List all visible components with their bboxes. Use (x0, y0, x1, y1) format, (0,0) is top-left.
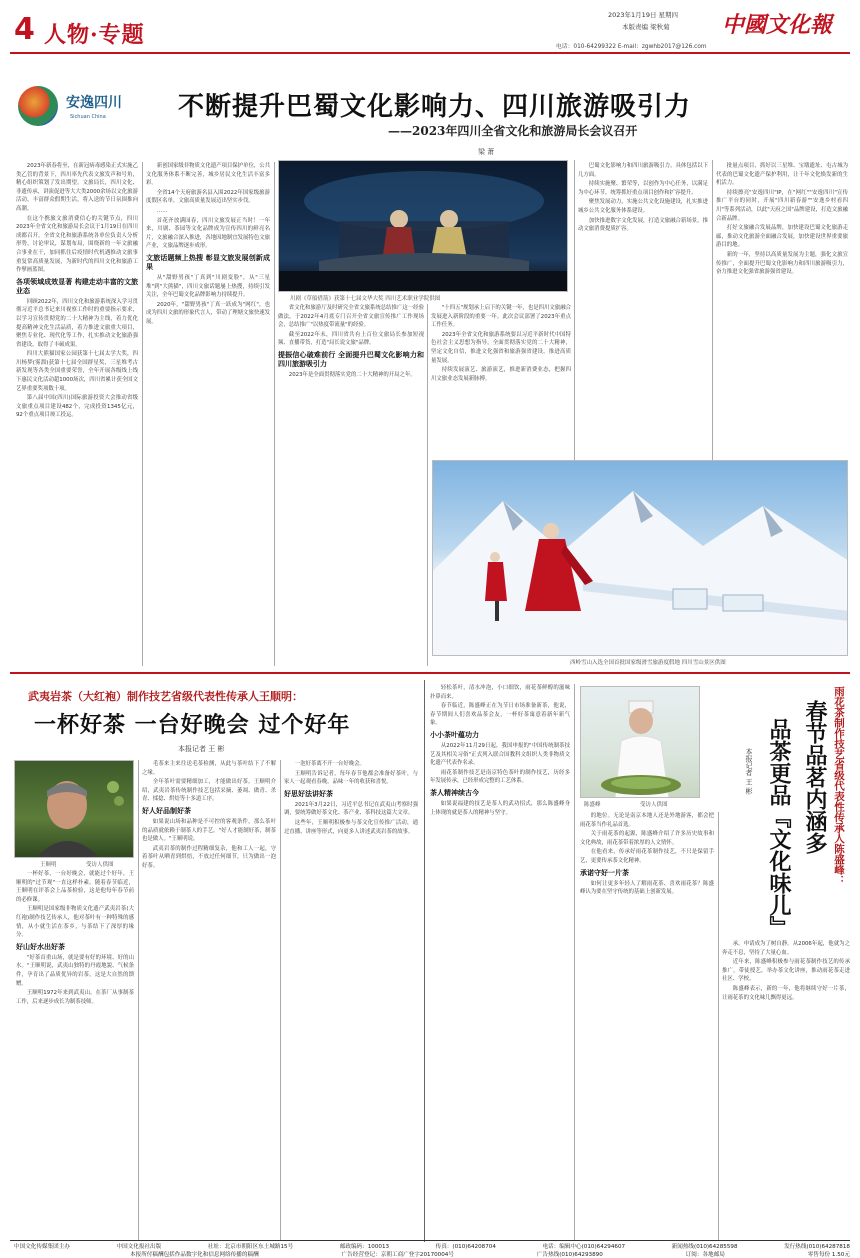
ski-resort-photo (432, 460, 848, 656)
lead-col-1 (16, 162, 138, 666)
feature-right-col3-para: 陈盛峰表示，新的一年，他将继续守好一片茶，让雨花茶的文化味儿飘得更远。 (722, 985, 850, 1001)
feature-left-col3-para: 2021年3月22日，习近平总书记在武夷山考察时强调，要统筹做好茶文化、茶产业、茶科技这篇大文章。 (284, 801, 418, 817)
feature-left-col2-para: 毛茶来主来往送毛茶检测，从此与茶叶结下了不解之缘。 (142, 761, 276, 776)
column-rule (142, 162, 143, 666)
feature-right-col3-para: 承。申请成为了树自静。从2006年起，他就为之奔走不息，坚持了大量心血。 (722, 941, 850, 956)
lead-col3-para: 2023年是全面贯彻落实党的二十大精神的开局之年。 (288, 371, 416, 378)
footer-item: 邮政编码：100013 (339, 1244, 390, 1250)
wang-shunming-photo (14, 760, 134, 858)
feature-right-headline-2: 品茶更品『文化味儿』 (766, 718, 792, 938)
lead-col6-para: 批量点项目，抓好以三星堆、宝墩遗址、屯古城为代表的巴蜀文化遗产保护利用，让千年文化焕发新的生机活力。 (716, 163, 848, 187)
column-rule (280, 760, 281, 1240)
column-rule (712, 160, 713, 460)
footer-item: 传真：(010)64208704 (435, 1244, 496, 1250)
feature-right-subheading-1: 小小茶叶蕴功力 (430, 730, 479, 739)
feature-right-col1-para: 春节临近，陈盛峰正在为节日市场准备新茶，他说，春节期间人们喜欢品茶会友，一杯好茶寓意着新年新气象。 (430, 703, 570, 727)
lead-col3-para: 截至2022年末，四川省共有上百位文旅局长参加短视频、直播带货，打造"局长说文旅"品牌。 (278, 331, 424, 347)
lead-col6-para: 持续擦亮"安逸四川"IP，在"网红""安逸四川"宣传推广平台的同时，开展"四川新春游""安逸乡村看四川"等系列活动，以此"天府之国"品牌建设，打造文旅融合新品牌。 (716, 189, 848, 222)
feature-left-byline: 本报记者 王 彬 (178, 745, 225, 753)
column-rule (274, 162, 275, 666)
lead-col5-para: 巴蜀文化影响力和四川旅游吸引力，具体包括以下几方面。 (578, 163, 708, 178)
column-rule (574, 684, 575, 1240)
masthead-rule (10, 52, 850, 54)
lead-col1-para: 在这个携旅文旅消费信心的关键节点，四川2023年全省文化和旅游局长会议于1月19日在四川成都召开。全省文化和旅游系统各单位负责人分析形势，讨论审议，谋划布局，围绕新的一年文旅融合事业在干，加同抓住后疫情时代机遇推动文旅事重复常高质量发展，为新时代的四川文化和旅游工作擘画蓝图。 (16, 215, 138, 274)
column-rule (138, 760, 139, 1240)
feature-left-col1-para: 王顺明1972年来到武夷山，在茶厂从事制茶工作，后来逐步成长为制茶技师。 (16, 990, 134, 1005)
wang-photo-caption-credit: 受访人供图 (86, 862, 114, 868)
column-rule (427, 304, 428, 666)
feature-left-col2-para: 全年茶叶需要精细加工，才能做出好茶。王顺明介绍，武夷岩茶传统制作技艺包括采摘、萎凋、做青、杀青、揉捻、烘焙等十多道工序。 (142, 779, 276, 803)
footer-item: 社址：北京市朝阳区东土城路15号 (207, 1244, 294, 1250)
logo-subtext: Sichuan China (70, 114, 106, 120)
feature-right-headline-1: 春节品茗内涵多 (802, 700, 828, 854)
lead-col1-para: 回顾2022年，四川文化和旅游系统深入学习贯彻习近平总书记来川视察工作时的重要指示要求，以学习宣传贯彻党的二十大精神为主线，着力优化提高精神文化生活品质，着力推进文旅重大项目，聚焦专业化、现代化等工作，扎实推动文化旅游强省建设，取得了丰硕成果。 (16, 298, 138, 348)
portrait-illustration (15, 761, 134, 858)
lead-col2-para: 从"甜野男孩"丁真到"川剧变脸"，从"三星堆"到"大熊猫"，四川文旅话题屡上热搜，持续引发关注，全年巴蜀文化品牌影响力持续提升。 (146, 274, 270, 299)
page-number: 4 (14, 12, 35, 47)
feature-left-col2-para: 如果说山场和品种是不可控的客观条件，那么茶叶的品质就依赖于制茶人的手艺。"好人才能制好茶，制茶也是做人。"王顺明说。 (142, 818, 276, 843)
feature-right-col2-para: 如何让更多年轻人了解雨花茶、喜欢雨花茶？陈盛峰认为要在坚守传统的基础上创新发展。 (580, 880, 714, 896)
feature-left-col3-para: 王顺明告诉记者，每年春节他都会准备好茶叶，与家人一起观看春晚，品味一年的收获和喜悦。 (284, 770, 418, 786)
footer-item: 中国文化报社出版 (116, 1244, 162, 1250)
feature-left-col1-para: 王顺明是国家级非物质文化遗产武夷岩茶(大红袍)制作技艺传承人，他对茶叶有一种特殊的感情，从小就生活在茶乡，与茶结下了深厚的缘分。 (16, 906, 134, 939)
feature-right-col1-para: 雨花茶制作技艺是南京特色茶叶的制作技艺，历经多年发展传承，已经形成完整的工艺体系。 (430, 769, 570, 785)
lead-subheading-3: 提振信心破难前行 全面提升巴蜀文化影响力和四川旅游吸引力 (278, 350, 424, 368)
lead-col1-para: 四川大熊猫国家公园获第十七届太学大奖，四川杨梦(雾溜)获第十七届全国群星奖，三星堆考古新发现等各类全国重要荣誉，全年开展各级线上线下惠民文化活动超1000场次，四川省累计获全国文艺界重要奖项数十项。 (16, 351, 138, 392)
lead-col2-para: …… (156, 207, 168, 214)
date-line: 2023年1月19日 星期四 (608, 11, 679, 19)
lead-col1-para: 第八届中国(四川)国际旅游投资大会推动省级文旅重点项目建设482个，完成投资1345亿元，92个重点项目竣工投运。 (16, 395, 138, 419)
feature-right-subheading-2: 茶人精神续古今 (430, 788, 479, 797)
lead-col6-para: 新的一年，坚持以高质量发展为主题，强化文旅宣传推广，全面提升巴蜀文化影响力和四川旅游吸引力，奋力推进文化强省旅游强省建设。 (716, 251, 848, 276)
logo-text: 安逸四川 (66, 95, 122, 111)
ski-scene-illustration (433, 461, 848, 656)
opera-photo-caption: 川剧《草船借箭》获第十七届文华大奖 四川艺术职业学院供图 (290, 296, 441, 302)
section-title: 人物·专题 (44, 22, 145, 48)
feature-left-col-3 (284, 760, 418, 1240)
masthead (0, 0, 860, 62)
lead-logo (18, 86, 58, 126)
feature-left-subheading-3: 好思好法讲好茶 (284, 789, 333, 798)
lead-col6-para: 打好文旅融合发展品牌，加快建设巴蜀文化旅游走廊，推动文化旅游全面融合发展，加快建设世界重要旅游目的地。 (716, 225, 848, 249)
feature-right-col2-para: 在他看来，传承好雨花茶制作技艺，不只是保留手艺，更要传承茶文化精神。 (580, 849, 714, 864)
lead-col-6 (716, 162, 848, 458)
feature-right-col2-para: 关于雨花茶的起源，陈盛峰介绍了许多历史故事和文化典故，雨花茶带着浓厚的人文情怀。 (580, 831, 714, 846)
feature-right-kicker: 雨花茶制作技艺省级代表性传承人陈盛峰： (833, 686, 845, 886)
footer-row-1 (14, 1242, 850, 1250)
feature-right-col-3 (722, 940, 850, 1240)
footer-item: 广告经营登记：京朝工商广登字20170004号 (341, 1252, 454, 1258)
lead-col1-para: 2023年新春将至，在新冠病毒感染正式实施乙类乙管的背景下，四川率先代表文旅发声和号角，精心组织策划了发出期望。文旅局长，四川文化、非遗传承，讲演促进等大大类2000余场以文化旅游活动，丰富群众假期生活，将入送的节日氛围推向高潮。 (16, 163, 138, 212)
feature-left-col3-para: 这些年，王顺明积极参与茶文化宣传推广活动，通过直播、讲座等形式，向更多人讲述武夷岩茶的故事。 (284, 819, 418, 835)
lead-subheading-2: 文旅话题频上热搜 彰显文旅发展创新成果 (146, 253, 270, 271)
lead-col-4 (431, 304, 571, 456)
footer-row-2 (130, 1250, 850, 1258)
lead-col5-para: 聚焦发展动力，实施公共文化设施建设，扎实推进城乡公共文化服务体系建设。 (578, 199, 708, 214)
feature-right-col1-para: 从2022年11月29日起，我国申报的"中国传统制茶技艺及其相关习俗"正式列入联合国教科文组织人类非物质文化遗产代表作名录。 (430, 742, 570, 767)
lead-col5-para: 加快推进数字文化发展，打造文旅融合新场景，推动文旅消费提质扩容。 (578, 217, 708, 233)
feature-right-col2-para: 的地位。无论是南京本地人还是外地游客，都会把雨花茶当作礼品首选。 (580, 813, 714, 828)
footer-item: 广告热线(010)64293890 (536, 1252, 603, 1258)
feature-right-col1-para: 轻松茶叶，清水冲泡，小口细饮，雨花茶鲜醇的滋味扑鼻而来。 (430, 685, 570, 700)
feature-left-col2-para: 武夷岩茶的制作过程精细复杂，他和工人一起，守着茶叶从晒青到烘焙，不放过任何细节，只为做出一泡好茶。 (142, 845, 276, 869)
feature-left-col-1 (16, 870, 134, 1242)
lead-col3-para: 省文化和旅游厅及时研究全省文旅系统总结推广这一经验做法，于2022年4月底专门召开全省文旅宣传推广工作现场会，总结推广"以热度带流量"的经验。 (278, 305, 424, 329)
footer-item: 本报所付稿酬包括作品数字化和信息网络传播的稿酬 (130, 1252, 259, 1258)
sichuan-opera-photo (278, 160, 568, 292)
footer-item: 电话：编辑中心(010)64294607 (542, 1244, 626, 1250)
footer-rule (10, 1240, 850, 1241)
lead-col-3 (278, 304, 424, 666)
lead-headline: 不断提升巴蜀文化影响力、四川旅游吸引力 (178, 92, 692, 122)
chen-photo-caption-name: 陈盛峰 (584, 802, 601, 808)
lead-subheading-1: 各项领域成效显著 构建走动丰富的文旅业态 (16, 277, 138, 295)
feature-left-kicker: 武夷岩茶（大红袍）制作技艺省级代表性传承人王顺明： (28, 690, 303, 703)
lead-subhead: ——2023年四川全省文化和旅游局长会议召开 (388, 124, 638, 138)
feature-right-subheading-3: 承诺守好一片茶 (580, 868, 629, 877)
paper-name: 中國文化報 (722, 12, 833, 38)
feature-right-col-2 (580, 812, 714, 1240)
column-rule (574, 160, 575, 460)
footer-item: 零售每份 1.50元 (807, 1252, 850, 1258)
feature-right-col-1 (430, 684, 570, 1240)
feature-right-col3-para: 近年来，陈盛峰积极参与雨花茶制作技艺的传承推广，带徒授艺，举办茶文化讲座，推动雨花茶走进社区、学校。 (722, 959, 850, 983)
footer-item: 新闻热线(010)64285598 (671, 1244, 738, 1250)
lead-col-2 (146, 162, 270, 666)
feature-left-col1-para: "好茶首重山场，就是要有好的环境、好的山水。"王顺明说，武夷山独特的丹霞地貌、气候条件，孕育出了品质优异的岩茶，这是大自然的馈赠。 (16, 954, 134, 987)
feature-left-col1-para: 一杯好茶，一台好晚会，就能过个好年，王顺明的"过节观"一直这样朴素。随着春节临近，王顺明在评茶会上品茶检验，这是他每年春节前的必修课。 (16, 871, 134, 903)
footer-item: 订阅：各地邮局 (685, 1252, 725, 1258)
opera-scene-illustration (279, 161, 568, 292)
feature-left-col3-para: 一泡好茶离不开一台好晚会。 (294, 761, 365, 767)
feature-divider (424, 680, 425, 1242)
feature-left-headline: 一杯好茶 一台好晚会 过个好年 (34, 712, 351, 738)
lead-col2-para: 首花齐放满园春，四川文旅发展正当时！一年来，川剧、茶园等文化品牌成为宣传四川的鲜亮名片，文旅融合深入推进，各地因地制宜发展特色文旅产业，文旅品牌逐步成形。 (146, 217, 270, 250)
lead-col2-para: 新创国家级非物质文化遗产项目保护单位，公共文化服务体系不断完善，城乡居民文化生活丰富多彩。 (146, 163, 270, 187)
feature-right-byline: 本报记者 王 彬 (745, 748, 753, 795)
feature-left-subheading-2: 好人好品制好茶 (142, 806, 191, 815)
lead-col-5 (578, 162, 708, 458)
lead-col4-para: 持续发展演艺、旅游演艺，推进新消费业态，把握四川文旅业态发展新脉搏。 (431, 367, 571, 382)
feature-left-col-2 (142, 760, 276, 1240)
lead-col5-para: 持续实施聚、繁荣等，以创作为中心任务，以满足为中心环节，统筹抓好重点项目创作和扩容提升。 (578, 181, 708, 196)
chen-shengfeng-photo (580, 686, 700, 798)
lead-col4-para: "十四五"规划承上启下的关键一年，也是四川文旅融合发展进入新阶段的重要一年。此次会议部署了2023年重点工作任务。 (431, 305, 571, 329)
contact-line: 电话：010-64299322 E-mail：zgwhb2017@126.com (556, 44, 707, 50)
column-rule (718, 812, 719, 1240)
feature-left-subheading-1: 好山好水出好茶 (16, 942, 65, 951)
feature-right-col1-para: 如果说福建的技艺是茶人的武功招式，那么陈盛峰身上体现的就是茶人的精神与坚守。 (430, 800, 570, 816)
ski-photo-caption: 西岭雪山入选全国首批国家级滑雪旅游度假地 四川雪山景区供图 (570, 660, 726, 666)
tea-master-illustration (581, 687, 700, 798)
wang-photo-caption-name: 王顺明 (40, 862, 57, 868)
lead-col4-para: 2023年全省文化和旅游系统要以习近平新时代中国特色社会主义思想为指导，全面贯彻落实党的二十大精神，坚定文化自信，推进文化强省和旅游强省建设，推进高质量发展。 (431, 331, 571, 364)
lead-col2-para: 全省14个天府旅游名县入围2022年国家级旅游度假区名单，文旅高质量发展迈出坚实步伐。 (146, 189, 270, 205)
footer-item: 中国文化传媒集团主办 (14, 1244, 70, 1250)
section-divider (10, 672, 850, 674)
footer-item: 发行热线(010)64287818 (784, 1244, 850, 1250)
lead-byline: 梁 萧 (478, 148, 495, 156)
chen-photo-caption-credit: 受访人供图 (640, 802, 668, 808)
lead-col2-para: 2020年，"甜野男孩"丁真一跃成为"网红"，也成为四川文旅的形象代言人，带动了理塘文旅快速发展。 (146, 301, 270, 325)
editor-line: 本版责编 梁秋菊 (622, 23, 670, 31)
